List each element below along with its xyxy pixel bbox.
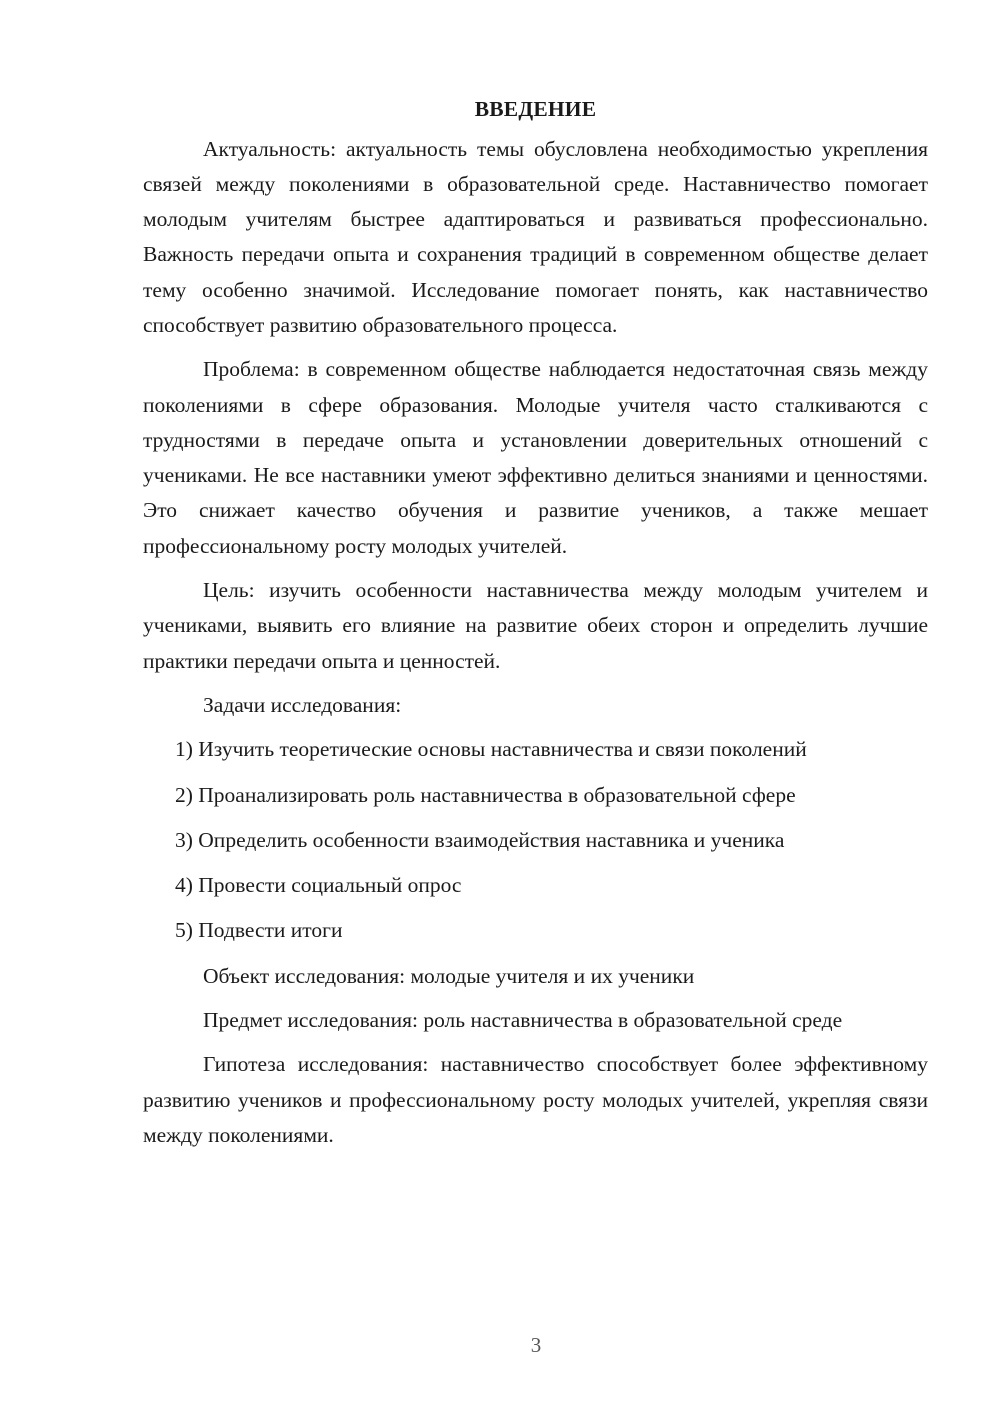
list-item: 4) Провести социальный опрос: [175, 873, 462, 898]
paragraph-relevance: Актуальность: актуальность темы обусловлена необходимостью укрепления связей между поколениями в образовательной среде. Наставничество помогает молодым учителям быстрее адаптироваться и развиваться профессионально. Важность передачи опыта и сохранения традиций в современном обществе делает тему особенно значимой. Исследование помогает понять, как наставничество способствует развитию образовательного процесса.: [143, 136, 928, 337]
document-page: [143, 92, 928, 1162]
list-item: 2) Проанализировать роль наставничества в образовательной сфере: [175, 782, 796, 807]
list-item: 5) Подвести итоги: [175, 918, 343, 943]
paragraph-hypothesis: Гипотеза исследования: наставничество способствует более эффективному развитию учеников и профессиональному росту молодых учителей, укрепляя связи между поколениями.: [143, 1052, 928, 1147]
paragraph-problem: Проблема: в современном обществе наблюдается недостаточная связь между поколениями в сфере образования. Молодые учителя часто сталкиваются с трудностями в передаче опыта и установлении доверительных отношений с учениками. Не все наставники умеют эффективно делиться знаниями и ценностями. Это снижает качество обучения и развитие учеников, а также мешает профессиональному росту молодых учителей.: [143, 357, 928, 558]
paragraph-subject: Предмет исследования: роль наставничества в образовательной среде: [203, 1008, 843, 1033]
page-title: ВВЕДЕНИЕ: [474, 97, 597, 121]
page-number: 3: [530, 1333, 542, 1357]
list-item: 1) Изучить теоретические основы наставничества и связи поколений: [175, 737, 807, 762]
tasks-list: [143, 732, 928, 948]
tasks-heading: Задачи исследования:: [203, 692, 402, 717]
paragraph-object: Объект исследования: молодые учителя и их ученики: [203, 963, 695, 988]
list-item: 3) Определить особенности взаимодействия наставника и ученика: [175, 827, 785, 852]
paragraph-goal: Цель: изучить особенности наставничества между молодым учителем и учениками, выявить его влияние на развитие обеих сторон и определить лучшие практики передачи опыта и ценностей.: [143, 578, 928, 673]
